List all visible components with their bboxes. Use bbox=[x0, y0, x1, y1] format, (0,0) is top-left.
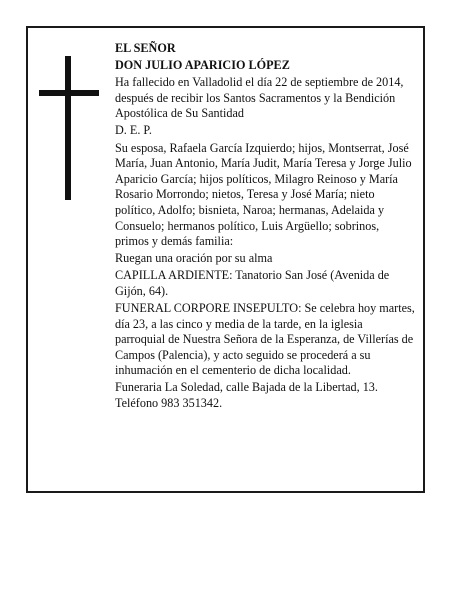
rest-in-peace: D. E. P. bbox=[115, 123, 152, 138]
notice-title: EL SEÑOR bbox=[115, 41, 176, 55]
funeral-info: FUNERAL CORPORE INSEPULTO: Se celebra hoy martes, día 23, a las cinco y media de la tarde, en la iglesia parroquial de Nuestra Señora de la Esperanza, de Villerías de Campos (Palencia), y acto seguido se procederá a su inhumación en el cementerio de dicha localidad. bbox=[115, 301, 415, 378]
notice-text bbox=[115, 41, 415, 413]
funeral-home-info: Funeraria La Soledad, calle Bajada de la Libertad, 13. Teléfono 983 351342. bbox=[115, 380, 378, 411]
obituary-notice bbox=[26, 26, 425, 493]
chapel-info: CAPILLA ARDIENTE: Tanatorio San José (Avenida de Gijón, 64). bbox=[115, 268, 390, 298]
deceased-name: DON JULIO APARICIO LÓPEZ bbox=[115, 58, 290, 73]
cross-horizontal-bar bbox=[39, 90, 99, 96]
prayer-request: Ruegan una oración por su alma bbox=[115, 251, 273, 266]
death-announcement: Ha fallecido en Valladolid el día 22 de septiembre de 2014, después de recibir los Santos Sacramentos y la Bendición Apostólica de Su Santidad bbox=[115, 75, 404, 121]
cross-icon bbox=[39, 56, 99, 200]
family-list: Su esposa, Rafaela García Izquierdo; hijos, Montserrat, José María, Juan Antonio, María Judit, María Teresa y Jorge Julio Aparicio García; hijos políticos, Milagro Reinoso y María Rosario Morrondo; nietos, Teresa y José María; nieto político, Adolfo; bisnieta, Naroa; hermanas, Adelaida y Consuelo; hermanos político, Luis Argüello; sobrinos, primos y demás familia: bbox=[115, 140, 412, 249]
cross-vertical-bar bbox=[65, 56, 71, 200]
